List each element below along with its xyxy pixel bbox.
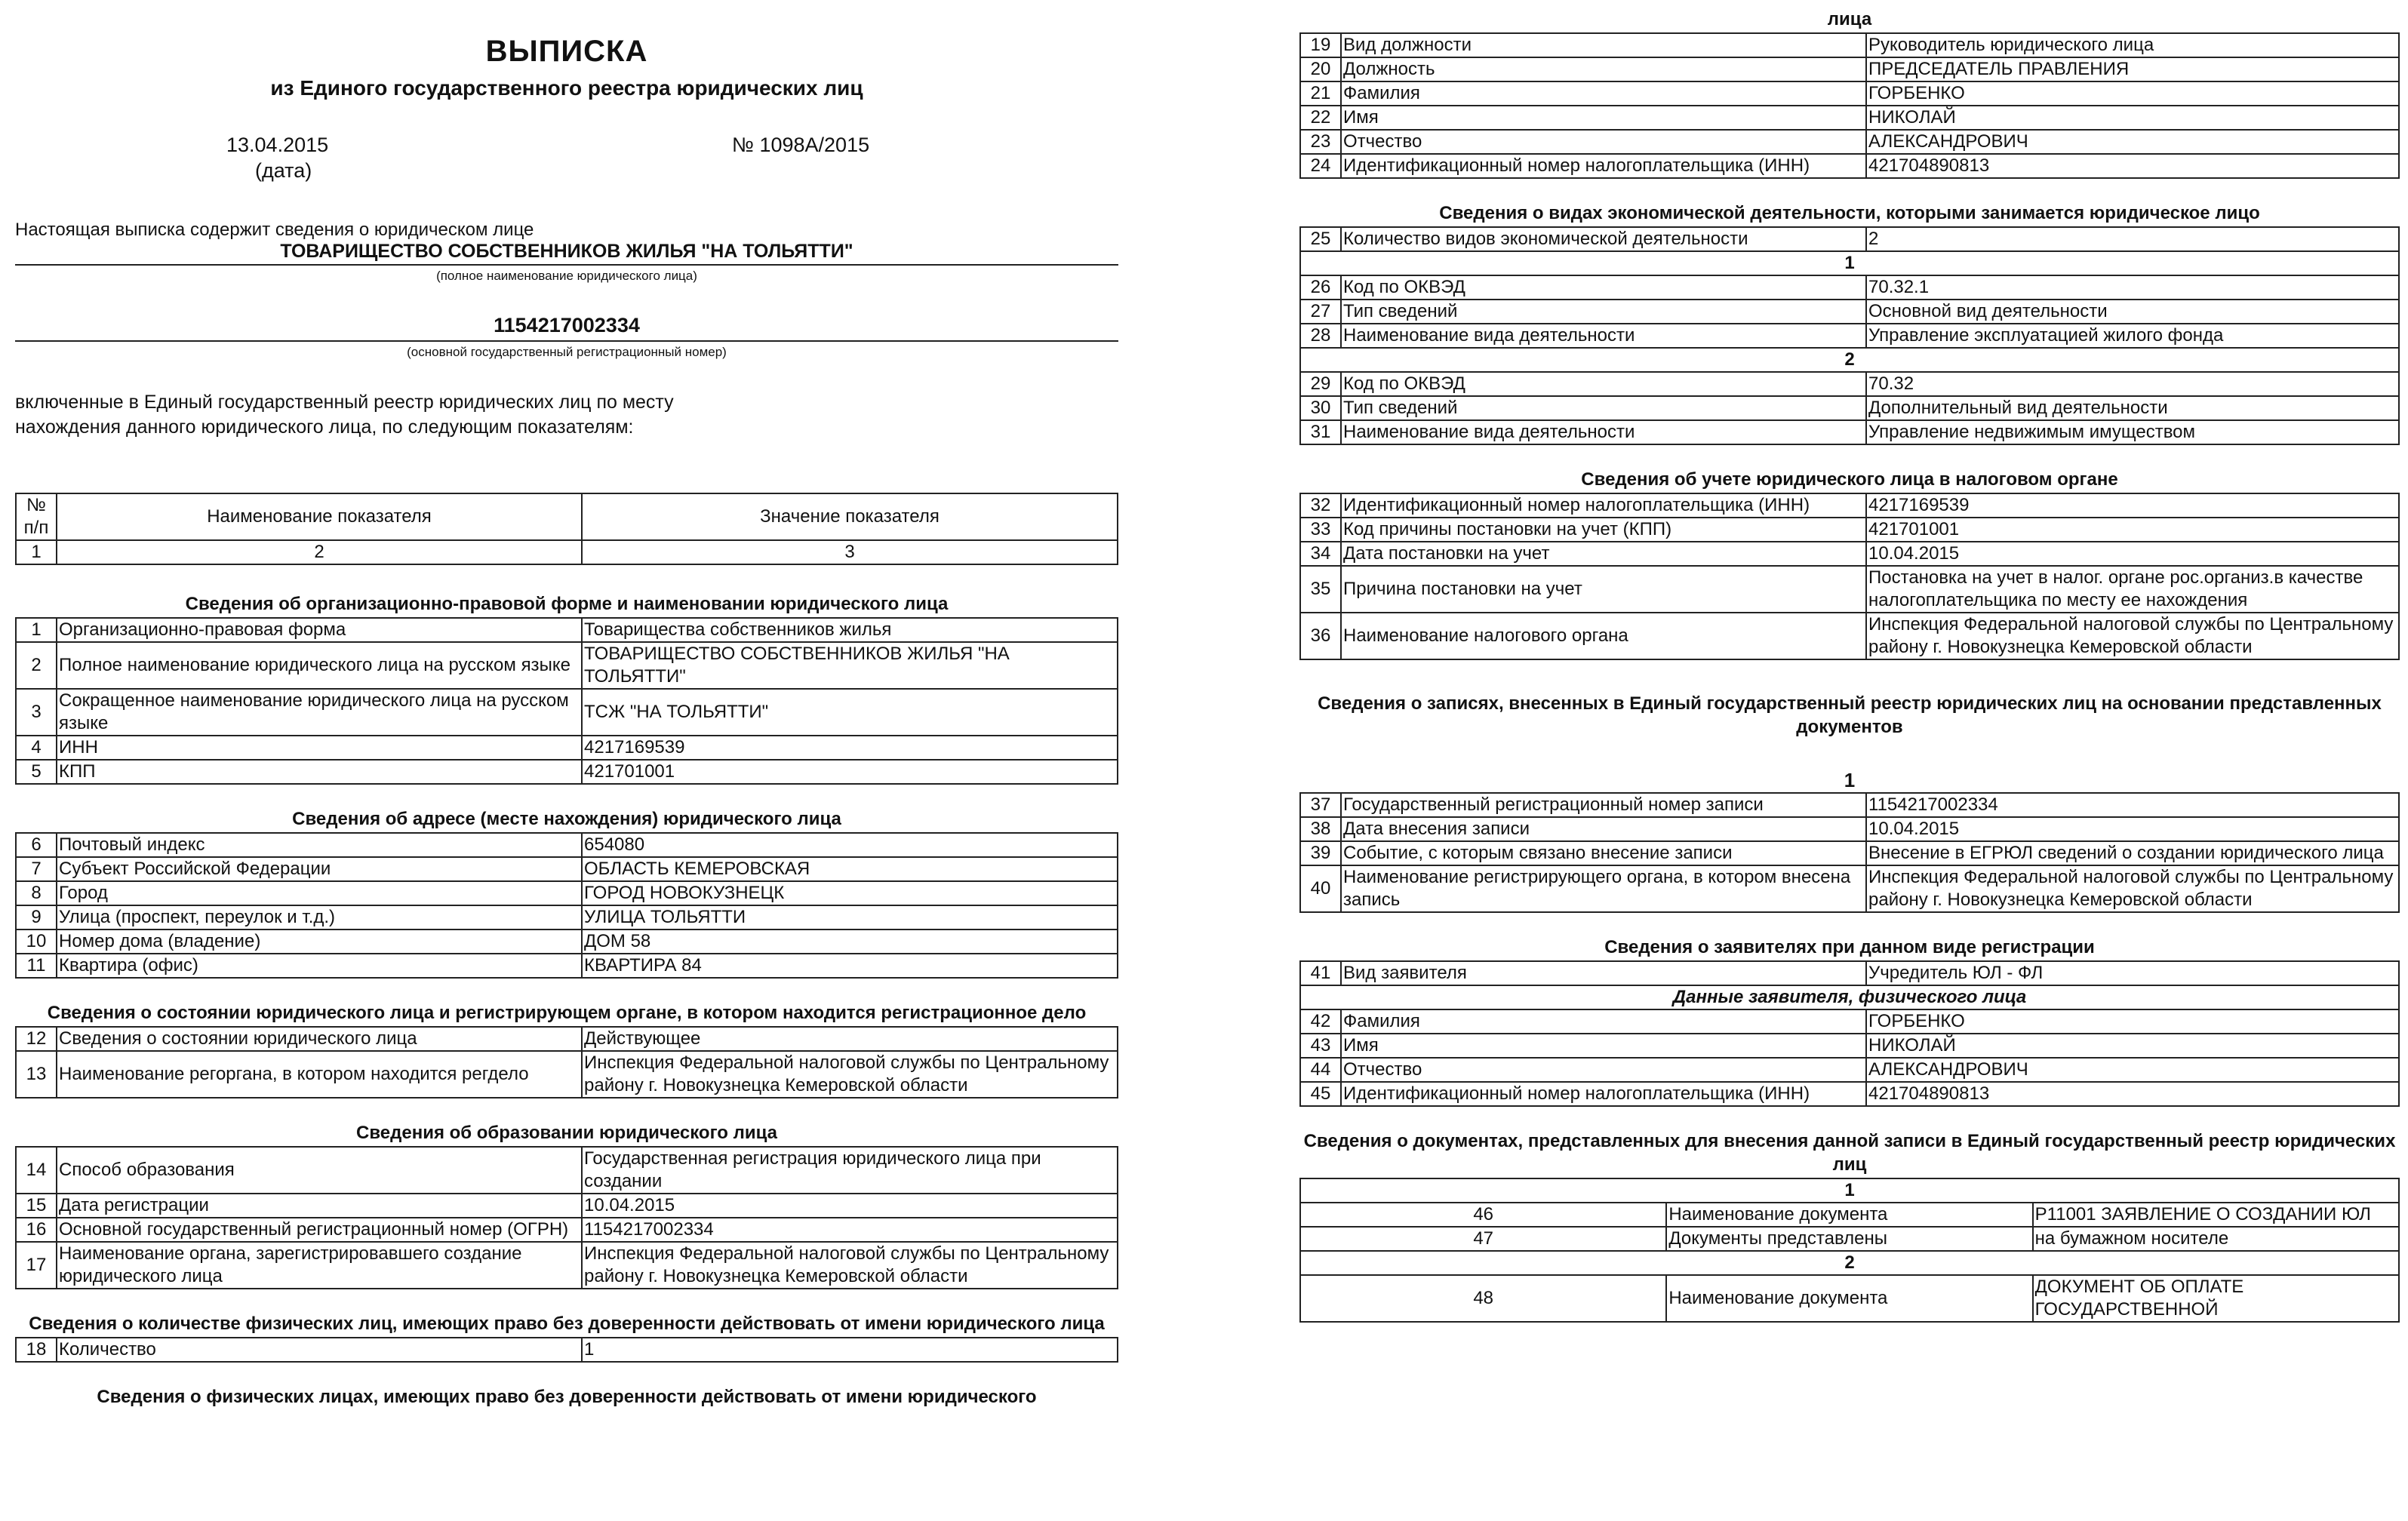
table-row bbox=[16, 905, 1118, 930]
row-number: 8 bbox=[16, 881, 57, 905]
table-row bbox=[1300, 518, 2399, 542]
column-number-row bbox=[16, 540, 1118, 564]
row-label: Фамилия bbox=[1341, 1009, 1866, 1034]
row-value: Инспекция Федеральной налоговой службы по Центральному району г. Новокузнецка Кемеровской области bbox=[1866, 613, 2399, 659]
row-value: 10.04.2015 bbox=[1866, 817, 2399, 841]
row-label: Тип сведений bbox=[1341, 300, 1866, 324]
col-name-header: Наименование показателя bbox=[57, 493, 582, 540]
row-value: ТОВАРИЩЕСТВО СОБСТВЕННИКОВ ЖИЛЬЯ "НА ТОЛЬЯТТИ" bbox=[582, 642, 1118, 689]
table-row bbox=[1300, 1034, 2399, 1058]
table-status bbox=[15, 1026, 1118, 1098]
group-number: 2 bbox=[1300, 348, 2399, 372]
table-tax-registration bbox=[1299, 493, 2400, 660]
row-number: 39 bbox=[1300, 841, 1341, 865]
ogrn-value: 1154217002334 bbox=[15, 314, 1118, 342]
table-documents bbox=[1299, 1178, 2400, 1323]
row-value: ПРЕДСЕДАТЕЛЬ ПРАВЛЕНИЯ bbox=[1866, 57, 2399, 81]
document-subtitle: из Единого государственного реестра юридических лиц bbox=[270, 76, 863, 100]
col-number-1: 1 bbox=[16, 540, 57, 564]
row-number: 24 bbox=[1300, 154, 1341, 178]
table-row bbox=[1300, 613, 2399, 659]
row-label: Субъект Российской Федерации bbox=[57, 857, 582, 881]
row-number: 14 bbox=[16, 1147, 57, 1194]
table-row bbox=[1300, 961, 2399, 985]
row-number: 46 bbox=[1300, 1203, 1666, 1227]
table-row bbox=[1300, 372, 2399, 396]
row-label: Событие, с которым связано внесение записи bbox=[1341, 841, 1866, 865]
row-value: 421701001 bbox=[582, 760, 1118, 784]
row-label: Причина постановки на учет bbox=[1341, 566, 1866, 613]
table-row bbox=[1300, 566, 2399, 613]
table-row bbox=[16, 736, 1118, 760]
row-label: Идентификационный номер налогоплательщика (ИНН) bbox=[1341, 493, 1866, 518]
row-label: Документы представлены bbox=[1666, 1227, 2032, 1251]
table-row bbox=[16, 1338, 1118, 1362]
row-label: Полное наименование юридического лица на русском языке bbox=[57, 642, 582, 689]
table-row bbox=[16, 857, 1118, 881]
table-records bbox=[1299, 792, 2400, 913]
row-number: 26 bbox=[1300, 275, 1341, 300]
row-label: Отчество bbox=[1341, 1058, 1866, 1082]
row-label: Идентификационный номер налогоплательщика (ИНН) bbox=[1341, 1082, 1866, 1106]
entity-name: ТОВАРИЩЕСТВО СОБСТВЕННИКОВ ЖИЛЬЯ "НА ТОЛЬЯТТИ" bbox=[15, 241, 1118, 266]
group-header-row bbox=[1300, 1178, 2399, 1203]
row-number: 44 bbox=[1300, 1058, 1341, 1082]
extract-number: № 1098А/2015 bbox=[732, 134, 870, 156]
table-row bbox=[16, 1194, 1118, 1218]
row-value: Инспекция Федеральной налоговой службы по Центральному району г. Новокузнецка Кемеровской области bbox=[582, 1242, 1118, 1289]
table-row bbox=[1300, 493, 2399, 518]
col-number-2: 2 bbox=[57, 540, 582, 564]
row-label: Наименование регоргана, в котором находится регдело bbox=[57, 1051, 582, 1098]
row-value: 10.04.2015 bbox=[1866, 542, 2399, 566]
table-row bbox=[1300, 1058, 2399, 1082]
table-applicants bbox=[1299, 960, 2400, 1107]
intro-line-1: включенные в Единый государственный реестр юридических лиц по месту bbox=[15, 392, 674, 413]
row-number: 32 bbox=[1300, 493, 1341, 518]
table-row bbox=[16, 1242, 1118, 1289]
row-label: Код по ОКВЭД bbox=[1341, 275, 1866, 300]
document-title: ВЫПИСКА bbox=[485, 35, 648, 68]
table-row bbox=[16, 689, 1118, 736]
col-value-header: Значение показателя bbox=[582, 493, 1118, 540]
table-row bbox=[16, 1218, 1118, 1242]
group-header-row bbox=[1300, 251, 2399, 275]
row-label: Имя bbox=[1341, 106, 1866, 130]
row-label: Наименование документа bbox=[1666, 1275, 2032, 1322]
row-number: 7 bbox=[16, 857, 57, 881]
row-label: Дата регистрации bbox=[57, 1194, 582, 1218]
row-number: 2 bbox=[16, 642, 57, 689]
row-number: 17 bbox=[16, 1242, 57, 1289]
row-number: 38 bbox=[1300, 817, 1341, 841]
row-number: 11 bbox=[16, 954, 57, 978]
row-label: Дата постановки на учет bbox=[1341, 542, 1866, 566]
row-value: Инспекция Федеральной налоговой службы по Центральному району г. Новокузнецка Кемеровской области bbox=[582, 1051, 1118, 1098]
row-number: 20 bbox=[1300, 57, 1341, 81]
table-row bbox=[1300, 324, 2399, 348]
section-title-persons: Сведения о физических лицах, имеющих право без доверенности действовать от имени юридического bbox=[97, 1387, 1037, 1407]
row-number: 25 bbox=[1300, 227, 1341, 251]
row-value: 70.32 bbox=[1866, 372, 2399, 396]
intro-line-2: нахождения данного юридического лица, по следующим показателям: bbox=[15, 416, 634, 438]
table-row bbox=[16, 833, 1118, 857]
section-title-org-form: Сведения об организационно-правовой форме и наименовании юридического лица bbox=[185, 594, 949, 614]
section-title-persons-continued: лица bbox=[1827, 9, 1872, 29]
row-value: Учредитель ЮЛ - ФЛ bbox=[1866, 961, 2399, 985]
table-row bbox=[16, 881, 1118, 905]
row-number: 27 bbox=[1300, 300, 1341, 324]
section-title-applicants: Сведения о заявителях при данном виде регистрации bbox=[1604, 937, 2095, 957]
row-value: Управление недвижимым имуществом bbox=[1866, 420, 2399, 444]
table-row bbox=[1300, 300, 2399, 324]
row-number: 6 bbox=[16, 833, 57, 857]
row-label: Имя bbox=[1341, 1034, 1866, 1058]
row-label: Дата внесения записи bbox=[1341, 817, 1866, 841]
row-label: ИНН bbox=[57, 736, 582, 760]
row-label: Наименование вида деятельности bbox=[1341, 324, 1866, 348]
row-value: 421701001 bbox=[1866, 518, 2399, 542]
row-number: 37 bbox=[1300, 793, 1341, 817]
row-number: 40 bbox=[1300, 865, 1341, 912]
table-row bbox=[1300, 1203, 2399, 1227]
table-row bbox=[16, 930, 1118, 954]
row-number: 34 bbox=[1300, 542, 1341, 566]
table-formation bbox=[15, 1146, 1118, 1289]
table-row bbox=[16, 954, 1118, 978]
row-number: 43 bbox=[1300, 1034, 1341, 1058]
table-row bbox=[1300, 542, 2399, 566]
row-value: 10.04.2015 bbox=[582, 1194, 1118, 1218]
row-label: Наименование регистрирующего органа, в котором внесена запись bbox=[1341, 865, 1866, 912]
row-value: УЛИЦА ТОЛЬЯТТИ bbox=[582, 905, 1118, 930]
table-row bbox=[1300, 81, 2399, 106]
row-number: 18 bbox=[16, 1338, 57, 1362]
table-row bbox=[1300, 1082, 2399, 1106]
row-value: НИКОЛАЙ bbox=[1866, 106, 2399, 130]
table-row bbox=[1300, 865, 2399, 912]
row-number: 48 bbox=[1300, 1275, 1666, 1322]
row-number: 5 bbox=[16, 760, 57, 784]
row-label: Сокращенное наименование юридического лица на русском языке bbox=[57, 689, 582, 736]
row-value: Товарищества собственников жилья bbox=[582, 618, 1118, 642]
table-activities bbox=[1299, 226, 2400, 445]
group-header-row bbox=[1300, 1251, 2399, 1275]
page-left bbox=[15, 0, 1118, 1410]
row-value: Постановка на учет в налог. органе рос.организ.в качестве налогоплательщика по месту ее нахождения bbox=[1866, 566, 2399, 613]
row-number: 23 bbox=[1300, 130, 1341, 154]
row-number: 3 bbox=[16, 689, 57, 736]
section-title-documents: Сведения о документах, представленных для внесения данной записи в Единый государственный реестр юридических лиц bbox=[1303, 1131, 2396, 1175]
row-label: Город bbox=[57, 881, 582, 905]
row-number: 4 bbox=[16, 736, 57, 760]
row-value: ГОРБЕНКО bbox=[1866, 1009, 2399, 1034]
intro-text: Настоящая выписка содержит сведения о юридическом лице bbox=[15, 220, 534, 240]
header-row bbox=[16, 493, 1118, 540]
row-number: 21 bbox=[1300, 81, 1341, 106]
row-number: 10 bbox=[16, 930, 57, 954]
row-value: Действующее bbox=[582, 1027, 1118, 1051]
table-row bbox=[1300, 396, 2399, 420]
row-label: Основной государственный регистрационный номер (ОГРН) bbox=[57, 1218, 582, 1242]
date-caption: (дата) bbox=[255, 159, 312, 182]
row-value: Инспекция Федеральной налоговой службы по Центральному району г. Новокузнецка Кемеровской области bbox=[1866, 865, 2399, 912]
row-number: 42 bbox=[1300, 1009, 1341, 1034]
date-number-row bbox=[15, 134, 1118, 186]
row-label: Наименование вида деятельности bbox=[1341, 420, 1866, 444]
entity-name-caption: (полное наименование юридического лица) bbox=[436, 269, 697, 283]
row-value: КВАРТИРА 84 bbox=[582, 954, 1118, 978]
row-value: на бумажном носителе bbox=[2033, 1227, 2399, 1251]
row-label: Государственный регистрационный номер записи bbox=[1341, 793, 1866, 817]
row-label: Вид должности bbox=[1341, 33, 1866, 57]
row-value: 1 bbox=[582, 1338, 1118, 1362]
row-number: 47 bbox=[1300, 1227, 1666, 1251]
row-number: 22 bbox=[1300, 106, 1341, 130]
row-label: Код по ОКВЭД bbox=[1341, 372, 1866, 396]
subheader-row bbox=[1300, 985, 2399, 1009]
row-number: 15 bbox=[16, 1194, 57, 1218]
row-label: Номер дома (владение) bbox=[57, 930, 582, 954]
row-label: Количество видов экономической деятельности bbox=[1341, 227, 1866, 251]
col-num-header: № п/п bbox=[16, 493, 57, 540]
row-value: 4217169539 bbox=[1866, 493, 2399, 518]
table-row bbox=[1300, 1227, 2399, 1251]
row-label: Код причины постановки на учет (КПП) bbox=[1341, 518, 1866, 542]
table-row bbox=[1300, 1009, 2399, 1034]
ogrn-caption: (основной государственный регистрационный номер) bbox=[407, 345, 727, 359]
row-value: ДОМ 58 bbox=[582, 930, 1118, 954]
row-value: 421704890813 bbox=[1866, 1082, 2399, 1106]
row-value: ОБЛАСТЬ КЕМЕРОВСКАЯ bbox=[582, 857, 1118, 881]
row-label: Тип сведений bbox=[1341, 396, 1866, 420]
row-label: КПП bbox=[57, 760, 582, 784]
table-row bbox=[1300, 793, 2399, 817]
row-label: Наименование документа bbox=[1666, 1203, 2032, 1227]
row-value: АЛЕКСАНДРОВИЧ bbox=[1866, 130, 2399, 154]
extract-date: 13.04.2015 bbox=[226, 134, 329, 156]
table-row bbox=[1300, 154, 2399, 178]
table-row bbox=[1300, 33, 2399, 57]
row-value: 421704890813 bbox=[1866, 154, 2399, 178]
row-label: Наименование налогового органа bbox=[1341, 613, 1866, 659]
table-address bbox=[15, 832, 1118, 979]
row-number: 29 bbox=[1300, 372, 1341, 396]
row-value: Дополнительный вид деятельности bbox=[1866, 396, 2399, 420]
table-row bbox=[1300, 275, 2399, 300]
row-value: Основной вид деятельности bbox=[1866, 300, 2399, 324]
row-value: Руководитель юридического лица bbox=[1866, 33, 2399, 57]
group-header-row bbox=[1300, 348, 2399, 372]
table-row bbox=[1300, 227, 2399, 251]
table-row bbox=[16, 760, 1118, 784]
table-row bbox=[1300, 817, 2399, 841]
table-row bbox=[1300, 106, 2399, 130]
table-row bbox=[1300, 130, 2399, 154]
page-right bbox=[1299, 0, 2400, 1323]
row-value: ГОРБЕНКО bbox=[1866, 81, 2399, 106]
row-number: 31 bbox=[1300, 420, 1341, 444]
row-value: ТСЖ "НА ТОЛЬЯТТИ" bbox=[582, 689, 1118, 736]
row-label: Фамилия bbox=[1341, 81, 1866, 106]
row-value: 70.32.1 bbox=[1866, 275, 2399, 300]
table-row bbox=[16, 618, 1118, 642]
row-label: Почтовый индекс bbox=[57, 833, 582, 857]
section-title-formation: Сведения об образовании юридического лица bbox=[356, 1123, 777, 1143]
section-title-tax-registration: Сведения об учете юридического лица в налоговом органе bbox=[1581, 469, 2118, 490]
record-group-number: 1 bbox=[1844, 769, 1856, 791]
section-title-address: Сведения об адресе (месте нахождения) юридического лица bbox=[292, 809, 841, 829]
section-title-status: Сведения о состоянии юридического лица и регистрирующем органе, в котором находится регистрационное дело bbox=[47, 1003, 1087, 1023]
row-value: 1154217002334 bbox=[1866, 793, 2399, 817]
row-label: Способ образования bbox=[57, 1147, 582, 1194]
row-value: АЛЕКСАНДРОВИЧ bbox=[1866, 1058, 2399, 1082]
row-number: 12 bbox=[16, 1027, 57, 1051]
row-label: Организационно-правовая форма bbox=[57, 618, 582, 642]
row-value: Управление эксплуатацией жилого фонда bbox=[1866, 324, 2399, 348]
section-title-records: Сведения о записях, внесенных в Единый государственный реестр юридических лиц на основании представленных документов bbox=[1318, 693, 2382, 737]
group-number: 1 bbox=[1300, 1178, 2399, 1203]
row-value: Внесение в ЕГРЮЛ сведений о создании юридического лица bbox=[1866, 841, 2399, 865]
col-number-3: 3 bbox=[582, 540, 1118, 564]
row-number: 33 bbox=[1300, 518, 1341, 542]
table-persons-count bbox=[15, 1337, 1118, 1363]
row-value: 4217169539 bbox=[582, 736, 1118, 760]
table-row bbox=[1300, 420, 2399, 444]
row-number: 19 bbox=[1300, 33, 1341, 57]
row-number: 16 bbox=[16, 1218, 57, 1242]
row-value: 654080 bbox=[582, 833, 1118, 857]
row-label: Идентификационный номер налогоплательщика (ИНН) bbox=[1341, 154, 1866, 178]
row-label: Вид заявителя bbox=[1341, 961, 1866, 985]
table-row bbox=[16, 642, 1118, 689]
row-label: Сведения о состоянии юридического лица bbox=[57, 1027, 582, 1051]
row-label: Количество bbox=[57, 1338, 582, 1362]
intro-text-2 bbox=[15, 390, 1118, 440]
applicant-subheader: Данные заявителя, физического лица bbox=[1300, 985, 2399, 1009]
section-title-activities: Сведения о видах экономической деятельности, которыми занимается юридическое лицо bbox=[1439, 203, 2260, 223]
group-number: 1 bbox=[1300, 251, 2399, 275]
row-value: НИКОЛАЙ bbox=[1866, 1034, 2399, 1058]
row-label: Наименование органа, зарегистрировавшего создание юридического лица bbox=[57, 1242, 582, 1289]
row-number: 13 bbox=[16, 1051, 57, 1098]
table-row bbox=[1300, 841, 2399, 865]
table-persons bbox=[1299, 32, 2400, 179]
table-row bbox=[16, 1147, 1118, 1194]
column-header-table bbox=[15, 493, 1118, 565]
row-label: Улица (проспект, переулок и т.д.) bbox=[57, 905, 582, 930]
row-value: ГОРОД НОВОКУЗНЕЦК bbox=[582, 881, 1118, 905]
row-number: 30 bbox=[1300, 396, 1341, 420]
row-number: 35 bbox=[1300, 566, 1341, 613]
group-number: 2 bbox=[1300, 1251, 2399, 1275]
section-title-persons-count: Сведения о количестве физических лиц, имеющих право без доверенности действовать от имени юридического лица bbox=[29, 1314, 1105, 1334]
table-org-form bbox=[15, 617, 1118, 785]
row-number: 45 bbox=[1300, 1082, 1341, 1106]
row-value: 1154217002334 bbox=[582, 1218, 1118, 1242]
table-row bbox=[1300, 57, 2399, 81]
row-value: 2 bbox=[1866, 227, 2399, 251]
table-row bbox=[1300, 1275, 2399, 1322]
row-label: Должность bbox=[1341, 57, 1866, 81]
row-label: Квартира (офис) bbox=[57, 954, 582, 978]
table-row bbox=[16, 1027, 1118, 1051]
row-number: 1 bbox=[16, 618, 57, 642]
row-label: Отчество bbox=[1341, 130, 1866, 154]
row-value: Р11001 ЗАЯВЛЕНИЕ О СОЗДАНИИ ЮЛ bbox=[2033, 1203, 2399, 1227]
row-value: ДОКУМЕНТ ОБ ОПЛАТЕ ГОСУДАРСТВЕННОЙ bbox=[2033, 1275, 2399, 1322]
row-number: 9 bbox=[16, 905, 57, 930]
row-value: Государственная регистрация юридического лица при создании bbox=[582, 1147, 1118, 1194]
row-number: 36 bbox=[1300, 613, 1341, 659]
table-row bbox=[16, 1051, 1118, 1098]
row-number: 41 bbox=[1300, 961, 1341, 985]
row-number: 28 bbox=[1300, 324, 1341, 348]
